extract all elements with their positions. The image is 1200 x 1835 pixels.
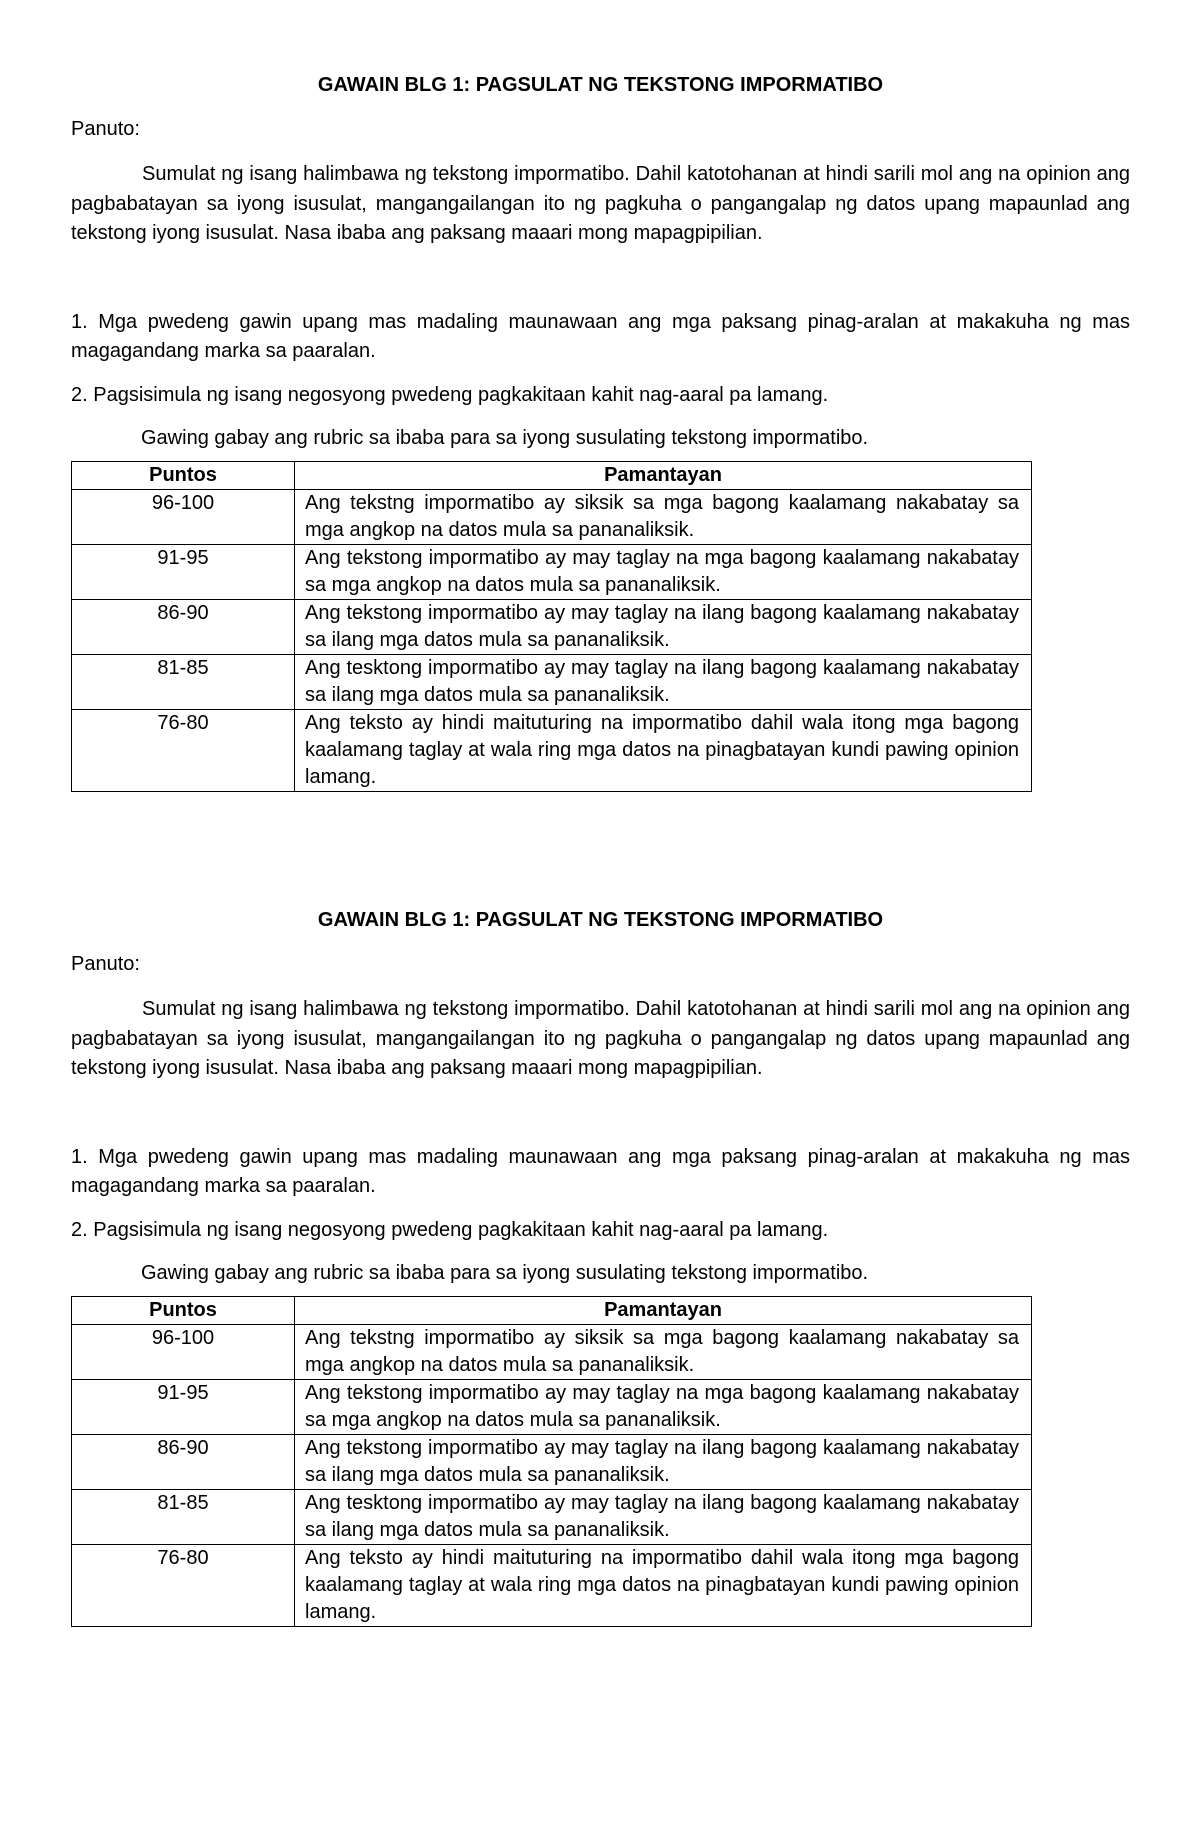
- table-row: [72, 655, 1032, 710]
- instructions-paragraph: Sumulat ng isang halimbawa ng tekstong impormatibo. Dahil katotohanan at hindi sarili mol ang na opinion ang pagbabatayan sa iyong isusulat, mangangailangan ito ng pagkuha o pangangalap ng datos upang mapaunlad ang tekstong iyong isusulat. Nasa ibaba ang paksang maaari mong mapagpipilian.: [71, 163, 1130, 244]
- criteria-cell: Ang tekstng impormatibo ay siksik sa mga bagong kaalamang nakabatay sa mga angkop na datos mula sa pananaliksik.: [295, 490, 1032, 545]
- score-cell: 96-100: [72, 1325, 295, 1380]
- activity-title: GAWAIN BLG 1: PAGSULAT NG TEKSTONG IMPORMATIBO: [317, 74, 884, 96]
- header-pamantayan: Pamantayan: [295, 462, 1032, 490]
- criteria-cell: Ang tekstong impormatibo ay may taglay na ilang bagong kaalamang nakabatay sa ilang mga datos mula sa pananaliksik.: [295, 1435, 1032, 1490]
- table-row: [72, 710, 1032, 792]
- table-row: [72, 545, 1032, 600]
- criteria-cell: Ang tekstong impormatibo ay may taglay na mga bagong kaalamang nakabatay sa mga angkop na datos mula sa pananaliksik.: [295, 1380, 1032, 1435]
- rubric-header-row: [72, 462, 1032, 490]
- criteria-cell: Ang tesktong impormatibo ay may taglay na ilang bagong kaalamang nakabatay sa ilang mga datos mula sa pananaliksik.: [295, 655, 1032, 710]
- header-pamantayan: Pamantayan: [295, 1297, 1032, 1325]
- topic-item-1: 1. Mga pwedeng gawin upang mas madaling maunawaan ang mga paksang pinag-aralan at makakuha ng mas magagandang marka sa paaralan.: [71, 1145, 1130, 1197]
- criteria-cell: Ang tekstng impormatibo ay siksik sa mga bagong kaalamang nakabatay sa mga angkop na datos mula sa pananaliksik.: [295, 1325, 1032, 1380]
- criteria-cell: Ang teksto ay hindi maituturing na impormatibo dahil wala itong mga bagong kaalamang taglay at wala ring mga datos na pinagbatayan kundi pawing opinion lamang.: [295, 1545, 1032, 1627]
- panuto-label: Panuto:: [71, 953, 140, 975]
- criteria-cell: Ang tekstong impormatibo ay may taglay na ilang bagong kaalamang nakabatay sa ilang mga datos mula sa pananaliksik.: [295, 600, 1032, 655]
- topic-item-2: 2. Pagsisimula ng isang negosyong pwedeng pagkakitaan kahit nag-aaral pa lamang.: [71, 1218, 829, 1241]
- activity-section-1: [71, 70, 1130, 792]
- table-row: [72, 1435, 1032, 1490]
- score-cell: 76-80: [72, 710, 295, 792]
- score-cell: 81-85: [72, 655, 295, 710]
- score-cell: 86-90: [72, 1435, 295, 1490]
- header-puntos: Puntos: [72, 1297, 295, 1325]
- table-row: [72, 1545, 1032, 1627]
- topic-item-1: 1. Mga pwedeng gawin upang mas madaling maunawaan ang mga paksang pinag-aralan at makakuha ng mas magagandang marka sa paaralan.: [71, 310, 1130, 362]
- header-puntos: Puntos: [72, 462, 295, 490]
- criteria-cell: Ang tekstong impormatibo ay may taglay na mga bagong kaalamang nakabatay sa mga angkop na datos mula sa pananaliksik.: [295, 545, 1032, 600]
- criteria-cell: Ang tesktong impormatibo ay may taglay na ilang bagong kaalamang nakabatay sa ilang mga datos mula sa pananaliksik.: [295, 1490, 1032, 1545]
- topic-item-2: 2. Pagsisimula ng isang negosyong pwedeng pagkakitaan kahit nag-aaral pa lamang.: [71, 383, 829, 406]
- instructions-paragraph: Sumulat ng isang halimbawa ng tekstong impormatibo. Dahil katotohanan at hindi sarili mol ang na opinion ang pagbabatayan sa iyong isusulat, mangangailangan ito ng pagkuha o pangangalap ng datos upang mapaunlad ang tekstong iyong isusulat. Nasa ibaba ang paksang maaari mong mapagpipilian.: [71, 998, 1130, 1079]
- table-row: [72, 600, 1032, 655]
- score-cell: 81-85: [72, 1490, 295, 1545]
- activity-title: GAWAIN BLG 1: PAGSULAT NG TEKSTONG IMPORMATIBO: [317, 909, 884, 931]
- score-cell: 86-90: [72, 600, 295, 655]
- score-cell: 96-100: [72, 490, 295, 545]
- table-row: [72, 490, 1032, 545]
- score-cell: 91-95: [72, 545, 295, 600]
- score-cell: 76-80: [72, 1545, 295, 1627]
- activity-section-2: [71, 905, 1130, 1627]
- criteria-cell: Ang teksto ay hindi maituturing na impormatibo dahil wala itong mga bagong kaalamang taglay at wala ring mga datos na pinagbatayan kundi pawing opinion lamang.: [295, 710, 1032, 792]
- table-row: [72, 1490, 1032, 1545]
- score-cell: 91-95: [72, 1380, 295, 1435]
- rubric-header-row: [72, 1297, 1032, 1325]
- rubric-intro: Gawing gabay ang rubric sa ibaba para sa iyong susulating tekstong impormatibo.: [141, 427, 869, 449]
- table-row: [72, 1380, 1032, 1435]
- rubric-table: [71, 461, 1032, 792]
- rubric-intro: Gawing gabay ang rubric sa ibaba para sa iyong susulating tekstong impormatibo.: [141, 1262, 869, 1284]
- panuto-label: Panuto:: [71, 118, 140, 140]
- table-row: [72, 1325, 1032, 1380]
- rubric-table: [71, 1296, 1032, 1627]
